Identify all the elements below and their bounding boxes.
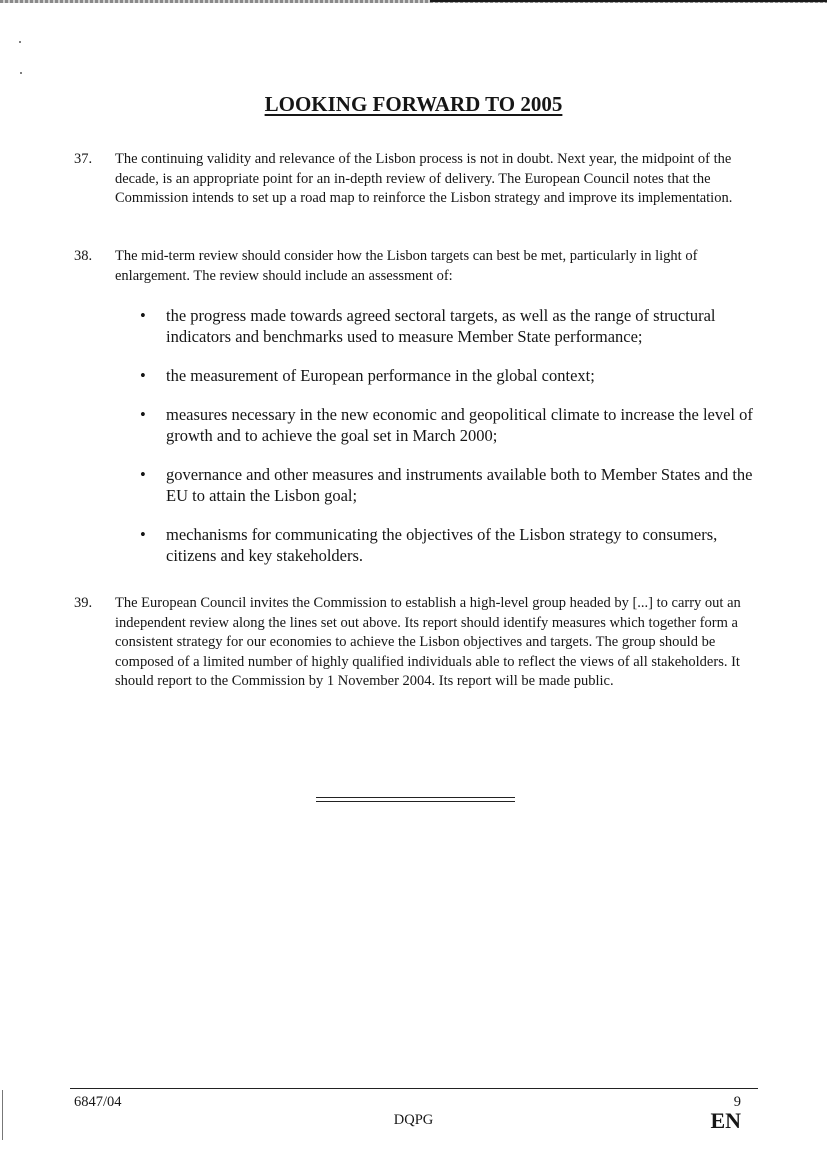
bullet-item xyxy=(140,524,770,566)
scan-speck xyxy=(19,41,21,43)
footer-document-number: 6847/04 xyxy=(74,1094,122,1110)
paragraph-number: 37. xyxy=(74,151,93,167)
bullet-text: the measurement of European performance in the global context; xyxy=(166,366,595,385)
bullet-item xyxy=(140,404,770,446)
top-border-rule xyxy=(0,0,827,3)
paragraph-38 xyxy=(74,247,764,286)
scan-speck xyxy=(20,72,22,74)
bullet-text: measures necessary in the new economic and geopolitical climate to increase the level of growth and to achieve the goal set in March 2000; xyxy=(166,405,753,445)
footer-department-code: DQPG xyxy=(393,1112,434,1128)
paragraph-37 xyxy=(74,150,764,209)
bullet-item xyxy=(140,365,770,386)
bullet-text: mechanisms for communicating the objectives of the Lisbon strategy to consumers, citizens and key stakeholders. xyxy=(166,525,718,565)
assessment-bullet-list xyxy=(140,305,770,584)
paragraph-39 xyxy=(74,594,764,692)
page-title-text: LOOKING FORWARD TO 2005 xyxy=(264,92,563,116)
footer-language-code: EN xyxy=(710,1108,741,1133)
bullet-point-icon: • xyxy=(140,366,146,385)
paragraph-text: The European Council invites the Commission to establish a high-level group headed by [...] to carry out an independent review along the lines set out above. Its report should identify measures which together form a consistent strategy for our economies to achieve the Lisbon objectives and targets. The group should be composed of a limited number of highly qualified individuals able to reflect the views of all stakeholders. It should report to the Commission by 1 November 2004. Its report will be made public. xyxy=(115,595,741,689)
paragraph-number: 39. xyxy=(74,595,93,611)
bullet-point-icon: • xyxy=(140,465,146,484)
end-of-text-double-rule xyxy=(316,797,515,802)
page-title xyxy=(0,92,827,117)
bullet-point-icon: • xyxy=(140,405,146,424)
paragraph-number: 38. xyxy=(74,248,93,264)
bullet-point-icon: • xyxy=(140,525,146,544)
footer-rule xyxy=(70,1088,758,1089)
footer-page-number: 9 xyxy=(733,1094,741,1110)
bullet-text: governance and other measures and instruments available both to Member States and the EU to attain the Lisbon goal; xyxy=(166,465,753,505)
bullet-text: the progress made towards agreed sectoral targets, as well as the range of structural indicators and benchmarks used to measure Member State performance; xyxy=(166,306,716,346)
paragraph-text: The continuing validity and relevance of the Lisbon process is not in doubt. Next year, the midpoint of the decade, is an appropriate point for an in-depth review of delivery. The European Council notes that the Commission intends to set up a road map to reinforce the Lisbon strategy and improve its implementation. xyxy=(115,151,733,206)
paragraph-text: The mid-term review should consider how the Lisbon targets can best be met, particularly in light of enlargement. The review should include an assessment of: xyxy=(115,248,698,284)
bullet-point-icon: • xyxy=(140,306,146,325)
bullet-item xyxy=(140,305,770,347)
bullet-item xyxy=(140,464,770,506)
